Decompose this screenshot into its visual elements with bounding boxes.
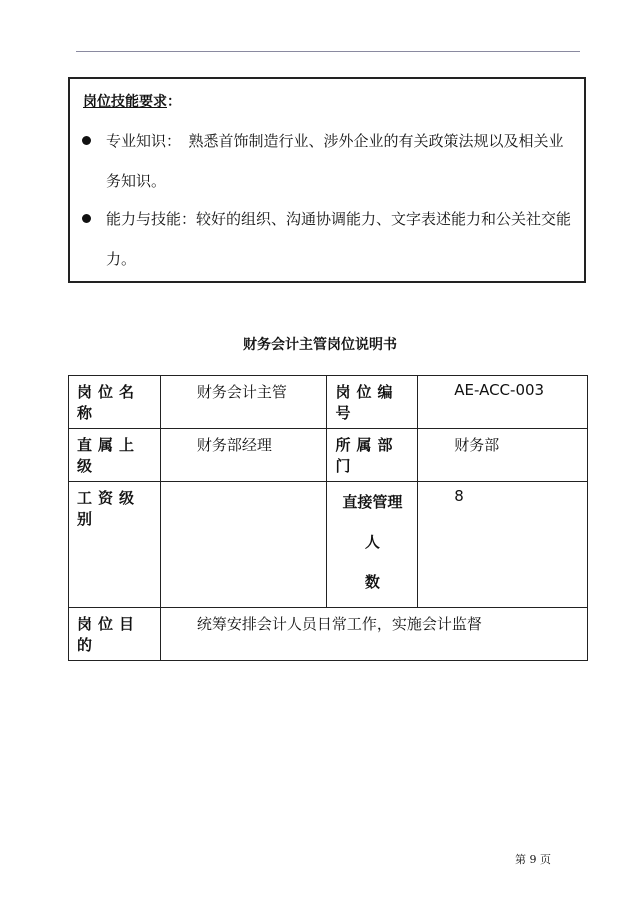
label-cell: 直属上级 (69, 429, 161, 482)
skills-box (68, 77, 586, 283)
value-cell: 财务部 (418, 429, 588, 482)
bullet-icon (82, 214, 91, 223)
label-cell: 岗位名称 (69, 376, 161, 429)
label-cell: 工资级别 (69, 482, 161, 608)
label-cell (327, 482, 418, 608)
value-cell: AE-ACC-003 (418, 376, 588, 429)
label-line: 直接管理人 (342, 493, 403, 551)
doc-title: 财务会计主管岗位说明书 (243, 337, 397, 353)
value-cell: 8 (418, 482, 588, 608)
label-cell: 岗位编号 (327, 376, 418, 429)
value-cell (160, 482, 327, 608)
skill-item (82, 199, 572, 279)
skills-heading (83, 91, 181, 111)
table-row (69, 608, 588, 661)
label-cell: 岗位目的 (69, 608, 161, 661)
label-line: 数 (364, 573, 380, 591)
bullet-icon (82, 136, 91, 145)
value-cell: 统筹安排会计人员日常工作，实施会计监督 (160, 608, 587, 661)
skills-heading-text: 岗位技能要求 (83, 94, 167, 110)
value-cell: 财务部经理 (160, 429, 327, 482)
job-info-table (68, 375, 588, 661)
header-rule (76, 51, 580, 52)
skill-item-text: 专业知识： 熟悉首饰制造行业、涉外企业的有关政策法规以及相关业务知识。 (106, 132, 564, 190)
table-row (69, 429, 588, 482)
skill-item (82, 121, 572, 201)
page-number: 第 9 页 (515, 853, 551, 866)
value-cell: 财务会计主管 (160, 376, 327, 429)
table-row (69, 376, 588, 429)
skill-item-text: 能力与技能：较好的组织、沟通协调能力、文字表述能力和公关社交能力。 (106, 210, 572, 268)
label-cell: 所属部门 (327, 429, 418, 482)
skills-heading-colon: ： (167, 94, 181, 110)
table-row (69, 482, 588, 608)
